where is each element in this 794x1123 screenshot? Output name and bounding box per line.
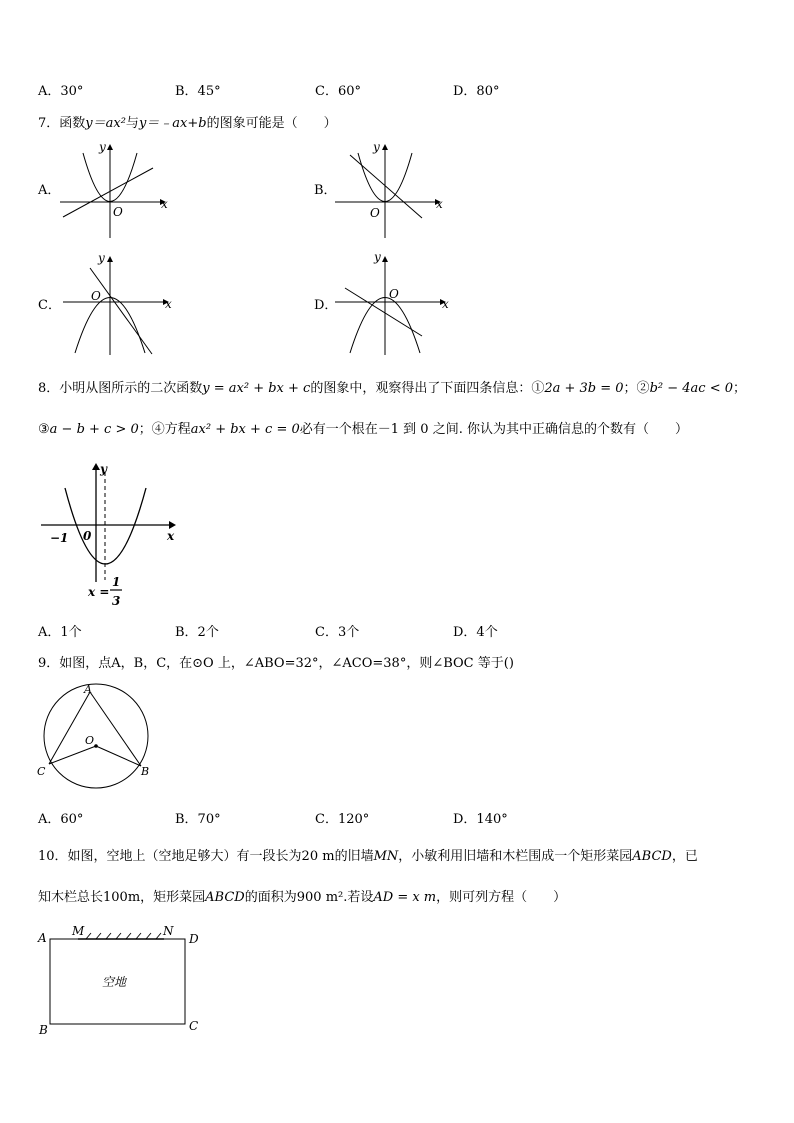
q9-label-b: B	[141, 765, 150, 778]
q8-frac-den: 3	[112, 594, 121, 608]
q8-claim-1: 2a + 3b = 0	[544, 381, 624, 396]
q8-x-label: x	[167, 529, 175, 543]
q7-graph-d-y-label: y	[374, 250, 381, 264]
q10-line2-d: .若设	[343, 890, 374, 905]
q10-line1-d: ，已	[671, 849, 698, 864]
q7-graph-b-x-label: x	[436, 197, 443, 211]
q7-graph-a-origin: O	[113, 205, 123, 219]
q7-graph-c-y-label: y	[98, 251, 105, 265]
q9-label-c: C	[37, 765, 46, 778]
q6-option-d: D．80°	[453, 84, 500, 99]
q10-line2-e: ，则可列方程（ ）	[436, 890, 567, 905]
q8-claim-3: a − b + c > 0	[49, 422, 139, 437]
q7-graph-c-x-label: x	[165, 297, 172, 311]
q10-rectangle-figure	[36, 922, 206, 1040]
q9-circle-figure	[36, 682, 166, 782]
q6-option-b: B．45°	[175, 84, 221, 99]
q8-claim-2: b² − 4ac < 0	[649, 381, 733, 396]
q8-option-c: C．3个	[315, 625, 360, 640]
q9-option-b: B．70°	[175, 812, 221, 827]
q10-abcd-1: ABCD	[632, 849, 672, 864]
q8-axis-eq: x =	[88, 585, 110, 599]
q6-option-c: C．60°	[315, 84, 361, 99]
q8-parabola-graph	[38, 462, 188, 612]
q8-option-d: D．4个	[453, 625, 498, 640]
q10-line1-c: ，小敏利用旧墙和木栏围成一个矩形菜园	[398, 849, 633, 864]
q10-line1-b: 的旧墙	[334, 849, 374, 864]
q10-label-m: M	[72, 924, 85, 938]
q10-ad: AD = x m	[373, 890, 437, 905]
q10-line-1	[38, 849, 698, 865]
q8-equation: y = ax² + bx + c	[202, 381, 311, 396]
q10-label-b: B	[39, 1023, 48, 1037]
q8-line-2	[38, 422, 688, 438]
q7-graph-a-x-label: x	[161, 197, 168, 211]
q8-line2-a: ③	[38, 422, 50, 437]
q8-line1-a: 8．小明从图所示的二次函数	[38, 381, 203, 396]
q8-line2-c: 必有一个根在－1 到 0 之间. 你认为其中正确信息的个数有（ ）	[299, 422, 688, 437]
q6-option-a: A．30°	[38, 84, 84, 99]
q7-graph-c	[55, 250, 185, 360]
q7-mid: 与	[125, 116, 139, 131]
q7-graph-c-label: C．	[38, 298, 61, 313]
q10-line2-a: 知木栏总长	[38, 890, 104, 905]
q7-graph-a-y-label: y	[99, 140, 106, 154]
q10-label-a: A	[38, 931, 47, 945]
q10-wall-length: 20 m	[301, 849, 335, 864]
q9-option-c: C．120°	[315, 812, 370, 827]
q8-line1-d: ；	[732, 381, 746, 396]
q8-neg-one-label: −1	[50, 531, 69, 545]
q8-line1-b: 的图象中，观察得出了下面四条信息：①	[310, 381, 545, 396]
q7-graph-d	[330, 250, 460, 360]
q7-graph-a-label: A．	[38, 183, 61, 198]
q8-line-1	[38, 381, 746, 397]
q10-area: 900 m²	[296, 890, 344, 905]
q7-function-2: y＝﹣ax+b	[138, 116, 207, 131]
q10-mn: MN	[373, 849, 399, 864]
q10-line-2	[38, 890, 566, 906]
q7-graph-b-origin: O	[370, 206, 380, 220]
q10-abcd-2: ABCD	[205, 890, 245, 905]
q10-label-d: D	[189, 932, 199, 946]
q9-stem: 9．如图，点A，B，C，在⊙O 上，∠ABO=32°，∠ACO=38°，则∠BOC 等于()	[38, 656, 514, 671]
q8-option-b: B．2个	[175, 625, 219, 640]
q8-line1-c: ；②	[623, 381, 650, 396]
q7-graph-d-origin: O	[389, 287, 399, 301]
q8-option-a: A．1个	[38, 625, 82, 640]
q9-option-d: D．140°	[453, 812, 508, 827]
q7-stem	[38, 116, 337, 132]
q7-graph-d-label: D．	[314, 298, 338, 313]
q7-graph-b	[330, 140, 460, 240]
q7-graph-b-label: B．	[314, 183, 337, 198]
q10-fence-total: 100m	[103, 890, 141, 905]
q8-y-label: y	[100, 462, 107, 476]
q7-function-1: y＝ax²	[85, 116, 126, 131]
q10-line2-b: ，矩形菜园	[140, 890, 206, 905]
q7-prefix: 7．函数	[38, 116, 86, 131]
q7-graph-c-origin: O	[91, 289, 101, 303]
q7-graph-b-y-label: y	[373, 140, 380, 154]
q8-line2-b: ；④方程	[138, 422, 191, 437]
q10-line1-a: 10．如图，空地上（空地足够大）有一段长为	[38, 849, 302, 864]
q8-equation-2: ax² + bx + c = 0	[190, 422, 300, 437]
q10-label-n: N	[163, 924, 174, 938]
q10-line2-c: 的面积为	[244, 890, 297, 905]
q8-frac-num: 1	[112, 575, 121, 589]
q8-zero-label: 0	[83, 529, 92, 543]
q9-label-o: O	[85, 734, 95, 747]
q7-graph-a	[55, 140, 185, 240]
q9-label-a: A	[84, 683, 92, 696]
q7-suffix: 的图象可能是（ ）	[206, 116, 337, 131]
q9-option-a: A．60°	[38, 812, 84, 827]
q10-label-c: C	[189, 1019, 199, 1033]
q10-center-label: 空地	[102, 975, 127, 989]
q7-graph-d-x-label: x	[442, 297, 449, 311]
